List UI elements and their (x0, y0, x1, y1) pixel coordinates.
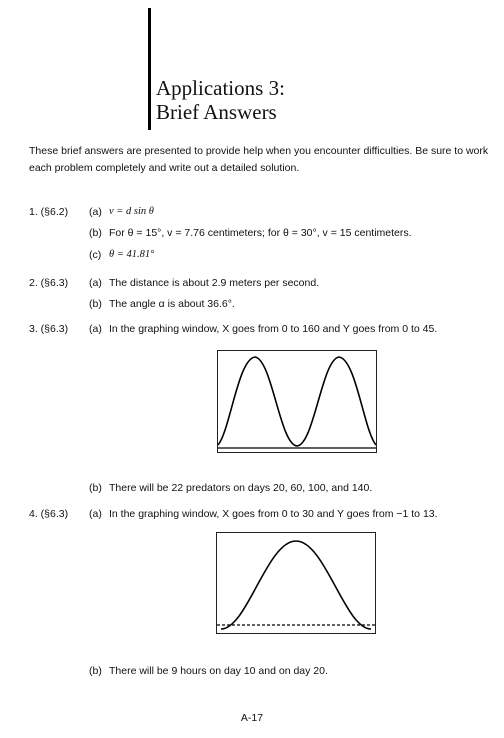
answer-text: In the graphing window, X goes from 0 to 160 and Y goes from 0 to 45. (109, 323, 438, 335)
part-label: (a) (89, 206, 102, 218)
problem-2-number: 2. (§6.3) (29, 277, 69, 289)
part-label: (b) (89, 482, 102, 494)
intro-paragraph: These brief answers are presented to provide help when you encounter difficulties. Be sure to work each problem completely and write out a detailed solution. (29, 145, 489, 174)
answer-text: θ = 41.81° (109, 249, 155, 260)
answer-text: There will be 9 hours on day 10 and on day 20. (109, 665, 328, 677)
problem-4-number: 4. (§6.3) (29, 508, 69, 520)
answer-text: The angle α is about 36.6°. (109, 298, 235, 310)
problem-3-number: 3. (§6.3) (29, 323, 69, 335)
graph-1-curve (218, 357, 376, 446)
part-label: (b) (89, 298, 102, 310)
graph-window-2 (216, 532, 376, 634)
part-label: (a) (89, 323, 102, 335)
graph-2-plot (217, 533, 375, 633)
title-line-1: Applications 3: (156, 76, 285, 100)
title-line-2: Brief Answers (156, 100, 277, 124)
page-number: A-17 (240, 712, 264, 724)
answer-text: The distance is about 2.9 meters per second. (109, 277, 320, 289)
page-title (156, 76, 285, 124)
part-label: (a) (89, 508, 102, 520)
part-label: (b) (89, 227, 102, 239)
problem-1-number: 1. (§6.2) (29, 206, 69, 218)
graph-2-curve (221, 541, 371, 629)
part-label: (a) (89, 277, 102, 289)
answer-text: There will be 22 predators on days 20, 60, 100, and 140. (109, 482, 373, 494)
part-label: (b) (89, 665, 102, 677)
answer-text: For θ = 15°, v = 7.76 centimeters; for θ = 30°, v = 15 centimeters. (109, 227, 412, 239)
graph-1-plot (218, 351, 376, 452)
answer-text: In the graphing window, X goes from 0 to 30 and Y goes from −1 to 13. (109, 508, 438, 520)
title-rule (148, 8, 151, 130)
graph-window-1 (217, 350, 377, 453)
answer-text: v = d sin θ (109, 206, 154, 217)
part-label: (c) (89, 249, 102, 261)
